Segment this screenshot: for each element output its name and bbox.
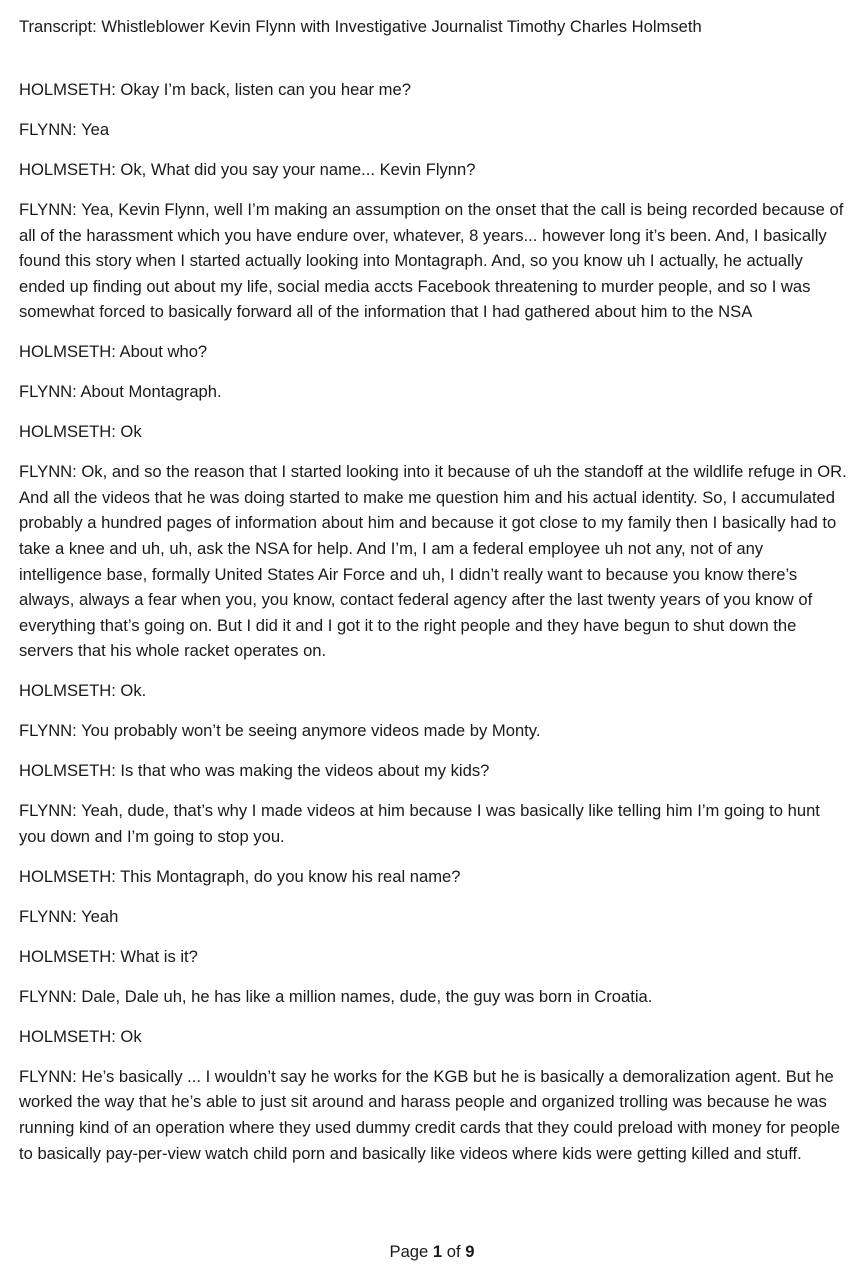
page-current-number: 1: [432, 1242, 443, 1261]
page-of-label: of: [446, 1242, 461, 1261]
transcript-body: [19, 77, 849, 1181]
transcript-paragraph: HOLMSETH: Is that who was making the videos about my kids?: [19, 761, 490, 781]
page-footer: [0, 1239, 864, 1265]
page-total-number: 9: [465, 1242, 475, 1261]
transcript-paragraph: HOLMSETH: About who?: [19, 342, 208, 362]
transcript-paragraph: HOLMSETH: What is it?: [19, 946, 198, 966]
transcript-paragraph: HOLMSETH: Ok: [19, 422, 142, 442]
transcript-paragraph: FLYNN: Ok, and so the reason that I started looking into it because of uh the standoff at the wildlife refuge in OR. And all the videos that he was doing started to make me question him and his actual identity. So, I accumulated probably a hundred pages of information about him and because it got close to my family then I basically had to take a knee and uh, uh, ask the NSA for help. And I’m, I am a federal employee uh not any, not of any intelligence base, formally United States Air Force and uh, I didn’t really want to because you know there’s always, always a fear when you, you know, contact federal agency after the last twenty years of you know of everything that’s going on. But I did it and I got it to the right people and they have begun to shut down the servers that his whole racket operates on.: [19, 462, 847, 661]
transcript-paragraph: FLYNN: Yea, Kevin Flynn, well I’m making an assumption on the onset that the call is being recorded because of all of the harassment which you have endure over, whatever, 8 years... however long it’s been. And, I basically found this story when I started actually looking into Montagraph. And, so you know uh I actually, he actually ended up finding out about my life, social media accts Facebook threatening to murder people, and so I was somewhat forced to basically forward all of the information that I had gathered about him to the NSA: [19, 199, 844, 322]
transcript-paragraph: HOLMSETH: Ok, What did you say your name... Kevin Flynn?: [19, 159, 476, 179]
transcript-paragraph: HOLMSETH: Ok: [19, 1026, 142, 1046]
transcript-paragraph: HOLMSETH: Ok.: [19, 681, 147, 701]
transcript-paragraph: FLYNN: He’s basically ... I wouldn’t say he works for the KGB but he is basically a demoralization agent. But he worked the way that he’s able to just sit around and harass people and organized trolling was because he was running kind of an operation where they used dummy credit cards that they could preload with money for people to basically pay-per-view watch child porn and basically like videos where kids were getting killed and stuff.: [19, 1066, 840, 1163]
document-title: Transcript: Whistleblower Kevin Flynn with Investigative Journalist Timothy Charles Holmseth: [19, 17, 702, 36]
transcript-paragraph: FLYNN: Yeah, dude, that’s why I made videos at him because I was basically like telling him I’m going to hunt you down and I’m going to stop you.: [19, 801, 820, 846]
transcript-paragraph: FLYNN: Dale, Dale uh, he has like a million names, dude, the guy was born in Croatia.: [19, 986, 653, 1006]
transcript-paragraph: FLYNN: About Montagraph.: [19, 382, 222, 402]
transcript-paragraph: FLYNN: Yea: [19, 119, 110, 139]
transcript-paragraph: HOLMSETH: This Montagraph, do you know his real name?: [19, 866, 461, 886]
transcript-paragraph: FLYNN: You probably won’t be seeing anymore videos made by Monty.: [19, 721, 541, 741]
transcript-paragraph: FLYNN: Yeah: [19, 906, 119, 926]
transcript-paragraph: HOLMSETH: Okay I’m back, listen can you hear me?: [19, 80, 411, 99]
page-label: Page: [389, 1242, 429, 1261]
